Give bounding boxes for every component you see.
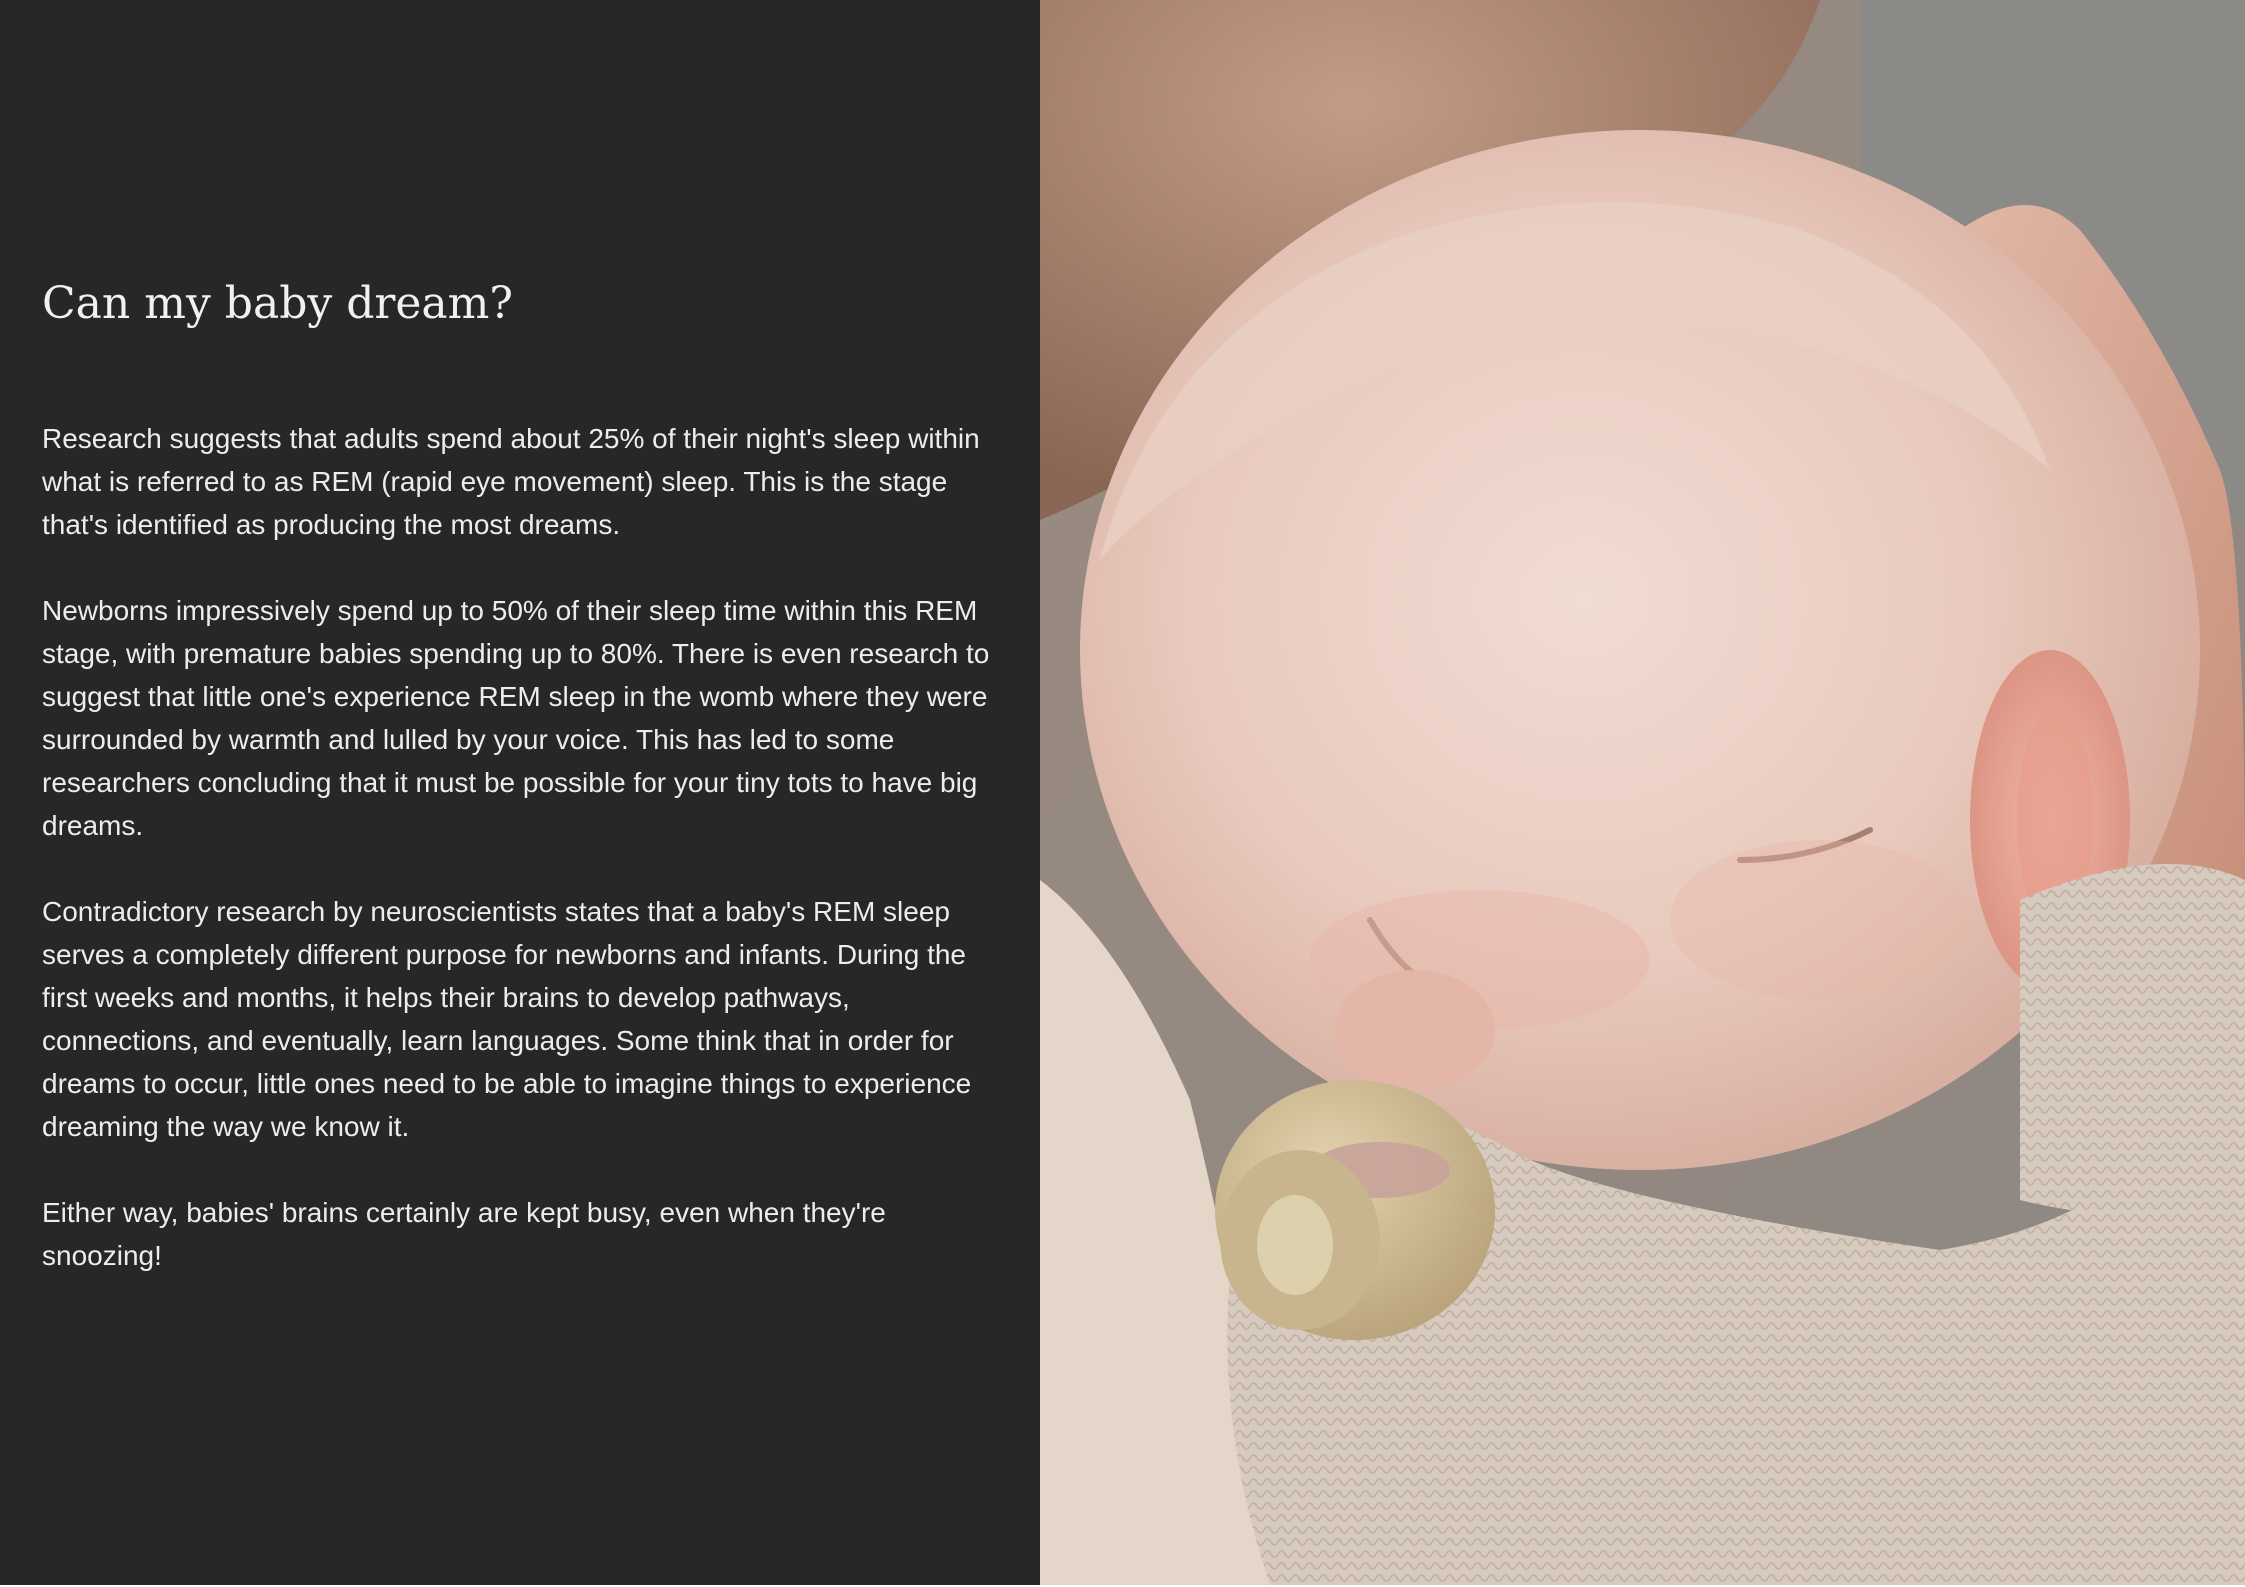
paragraph-2: Newborns impressively spend up to 50% of their sleep time within this REM stage, with premature babies spending up to 80%. There is even research to suggest that little one's experience REM sleep in the womb where they were surrounded by warmth and lulled by your voice. This has led to some researchers concluding that it must be possible for your tiny tots to have big dreams. xyxy=(42,595,990,841)
text-panel xyxy=(0,0,1040,1585)
baby-photo xyxy=(1040,0,2245,1585)
page-title: Can my baby dream? xyxy=(42,278,513,329)
paragraph-3: Contradictory research by neuroscientists states that a baby's REM sleep serves a completely different purpose for newborns and infants. During the first weeks and months, it helps their brains to develop pathways, connections, and eventually, learn languages. Some think that in order for dreams to occur, little ones need to be able to imagine things to experience dreaming the way we know it. xyxy=(42,896,972,1142)
baby-photo-illustration xyxy=(1040,0,2245,1585)
article-body xyxy=(42,417,1002,1277)
paragraph-1: Research suggests that adults spend about 25% of their night's sleep within what is referred to as REM (rapid eye movement) sleep. This is the stage that's identified as producing the most dreams. xyxy=(42,423,980,540)
paragraph-4: Either way, babies' brains certainly are kept busy, even when they're snoozing! xyxy=(42,1197,886,1271)
